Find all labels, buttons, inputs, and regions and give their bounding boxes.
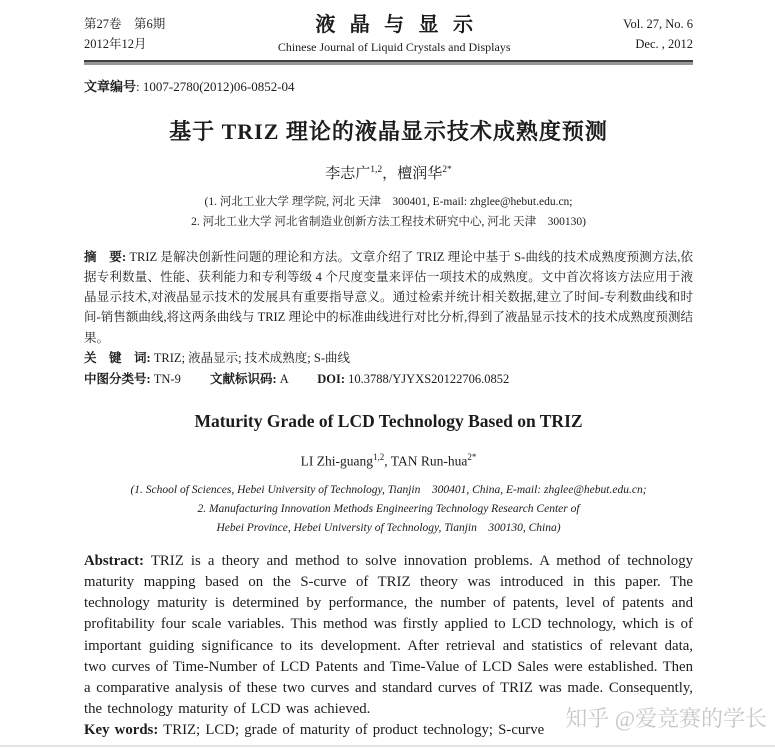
author-cn-2: 檀润华 xyxy=(397,166,443,182)
authors-cn xyxy=(84,162,693,183)
abstract-en-label: Abstract: xyxy=(84,553,144,570)
keywords-cn-text: TRIZ; 液晶显示; 技术成熟度; S-曲线 xyxy=(150,350,350,365)
keywords-en xyxy=(84,720,693,741)
keywords-cn xyxy=(84,348,693,368)
abstract-cn xyxy=(84,247,693,348)
journal-header xyxy=(84,14,693,55)
abstract-cn-label: 摘 要: xyxy=(84,249,127,264)
affiliation-en-line-2: 2. Manufacturing Innovation Methods Engineering Technology Research Center of xyxy=(197,502,580,515)
header-right xyxy=(623,14,693,54)
authors-en xyxy=(84,452,693,470)
keywords-en-label: Key words: xyxy=(84,722,159,739)
classification-line xyxy=(84,369,693,389)
affiliation-en-line-1: (1. School of Sciences, Hebei University of Technology, Tianjin 300401, China, E-mail: zhglee@hebut.edu.cn; xyxy=(130,483,647,496)
volume-issue-cn: 第27卷 第6期 xyxy=(84,17,166,31)
author-en-1: LI Zhi-guang xyxy=(300,453,374,469)
abstract-en xyxy=(84,551,693,720)
journal-name-cn: 液晶与显示 xyxy=(315,14,488,36)
affiliation-cn-line-2: 2. 河北工业大学 河北省制造业创新方法工程技术研究中心, 河北 天津 300130) xyxy=(191,215,586,228)
zhihu-watermark: 知乎 @爱竞赛的学长 xyxy=(565,706,767,731)
author-cn-2-affil-mark: 2* xyxy=(442,165,452,175)
author-cn-1: 李志广 xyxy=(325,166,371,182)
journal-name-en: Chinese Journal of Liquid Crystals and Displays xyxy=(277,40,511,54)
author-en-2-affil-mark: 2* xyxy=(467,452,477,463)
doc-code-label: 文献标识码: xyxy=(210,372,277,387)
clc-label: 中图分类号: xyxy=(84,372,151,387)
abstract-cn-text: TRIZ 是解决创新性问题的理论和方法。文章介绍了 TRIZ 理论中基于 S-曲线的技术成熟度预测方法,依据专利数量、性能、获利能力和专利等级 4 个尺度变量来评估一项技术的成熟度。文中首次将该方法应用于液晶显示技术,对液晶显示技术的发展具有重要指导意义。通过检索并统计相关数据,建立了时间-专利数曲线和时间-销售额曲线,将这两条曲线与 TRIZ 理论中的标准曲线进行对比分析,得到了液晶显示技术的技术成熟度预测结果。 xyxy=(84,249,693,345)
authors-en-separator: , xyxy=(384,453,391,469)
author-en-1-affil-mark: 1,2 xyxy=(373,452,385,463)
clc-value: TN-9 xyxy=(150,372,181,387)
author-en-2: TAN Run-hua xyxy=(390,453,468,469)
doi-value: 10.3788/YJYXS20122706.0852 xyxy=(345,372,510,387)
keywords-en-text: TRIZ; LCD; grade of maturity of product technology; S-curve xyxy=(158,722,545,739)
header-center xyxy=(165,14,623,55)
authors-cn-separator: ， xyxy=(382,166,398,182)
header-divider xyxy=(84,60,693,65)
date-en: Dec. , 2012 xyxy=(635,37,693,51)
keywords-cn-label: 关 键 词: xyxy=(84,350,151,365)
affiliation-cn-line-1: (1. 河北工业大学 理学院, 河北 天津 300401, E-mail: zhglee@hebut.edu.cn; xyxy=(204,196,573,208)
article-number-value: : 1007-2780(2012)06-0852-04 xyxy=(136,79,295,94)
volume-issue-en: Vol. 27, No. 6 xyxy=(623,17,693,31)
article-number-line xyxy=(84,76,693,95)
doc-code-value: A xyxy=(276,372,289,387)
abstract-en-text: TRIZ is a theory and method to solve innovation problems. A method of technology maturity mapping based on the S-curve of TRIZ theory was introduced in this paper. The technology maturity is determined by performance, the number of patents, level of patents and profitability four scale variables. This method was firstly applied to LCD technology, which is of important guiding significance to its development. After retrieval and statistics of relevant data, two curves of Time-Number of LCD Patents and Time-Value of LCD Sales were established. Then a comparative analysis of these two curves and standard curves of TRIZ was made. Consequently, the technology maturity of LCD was achieved. xyxy=(84,553,693,718)
date-cn: 2012年12月 xyxy=(84,37,147,51)
header-left xyxy=(84,14,165,54)
article-title-en: Maturity Grade of LCD Technology Based on TRIZ xyxy=(194,411,583,432)
author-cn-1-affil-mark: 1,2 xyxy=(370,165,383,175)
affiliations-cn xyxy=(84,193,693,233)
affiliation-en-line-3: Hebei Province, Hebei University of Technology, Tianjin 300130, China) xyxy=(216,521,561,534)
article-number-label: 文章编号 xyxy=(84,79,137,94)
article-title-cn: 基于 TRIZ 理论的液晶显示技术成熟度预测 xyxy=(169,119,608,144)
doi-label: DOI: xyxy=(317,372,346,387)
bottom-divider xyxy=(0,745,775,747)
affiliations-en xyxy=(84,481,693,538)
